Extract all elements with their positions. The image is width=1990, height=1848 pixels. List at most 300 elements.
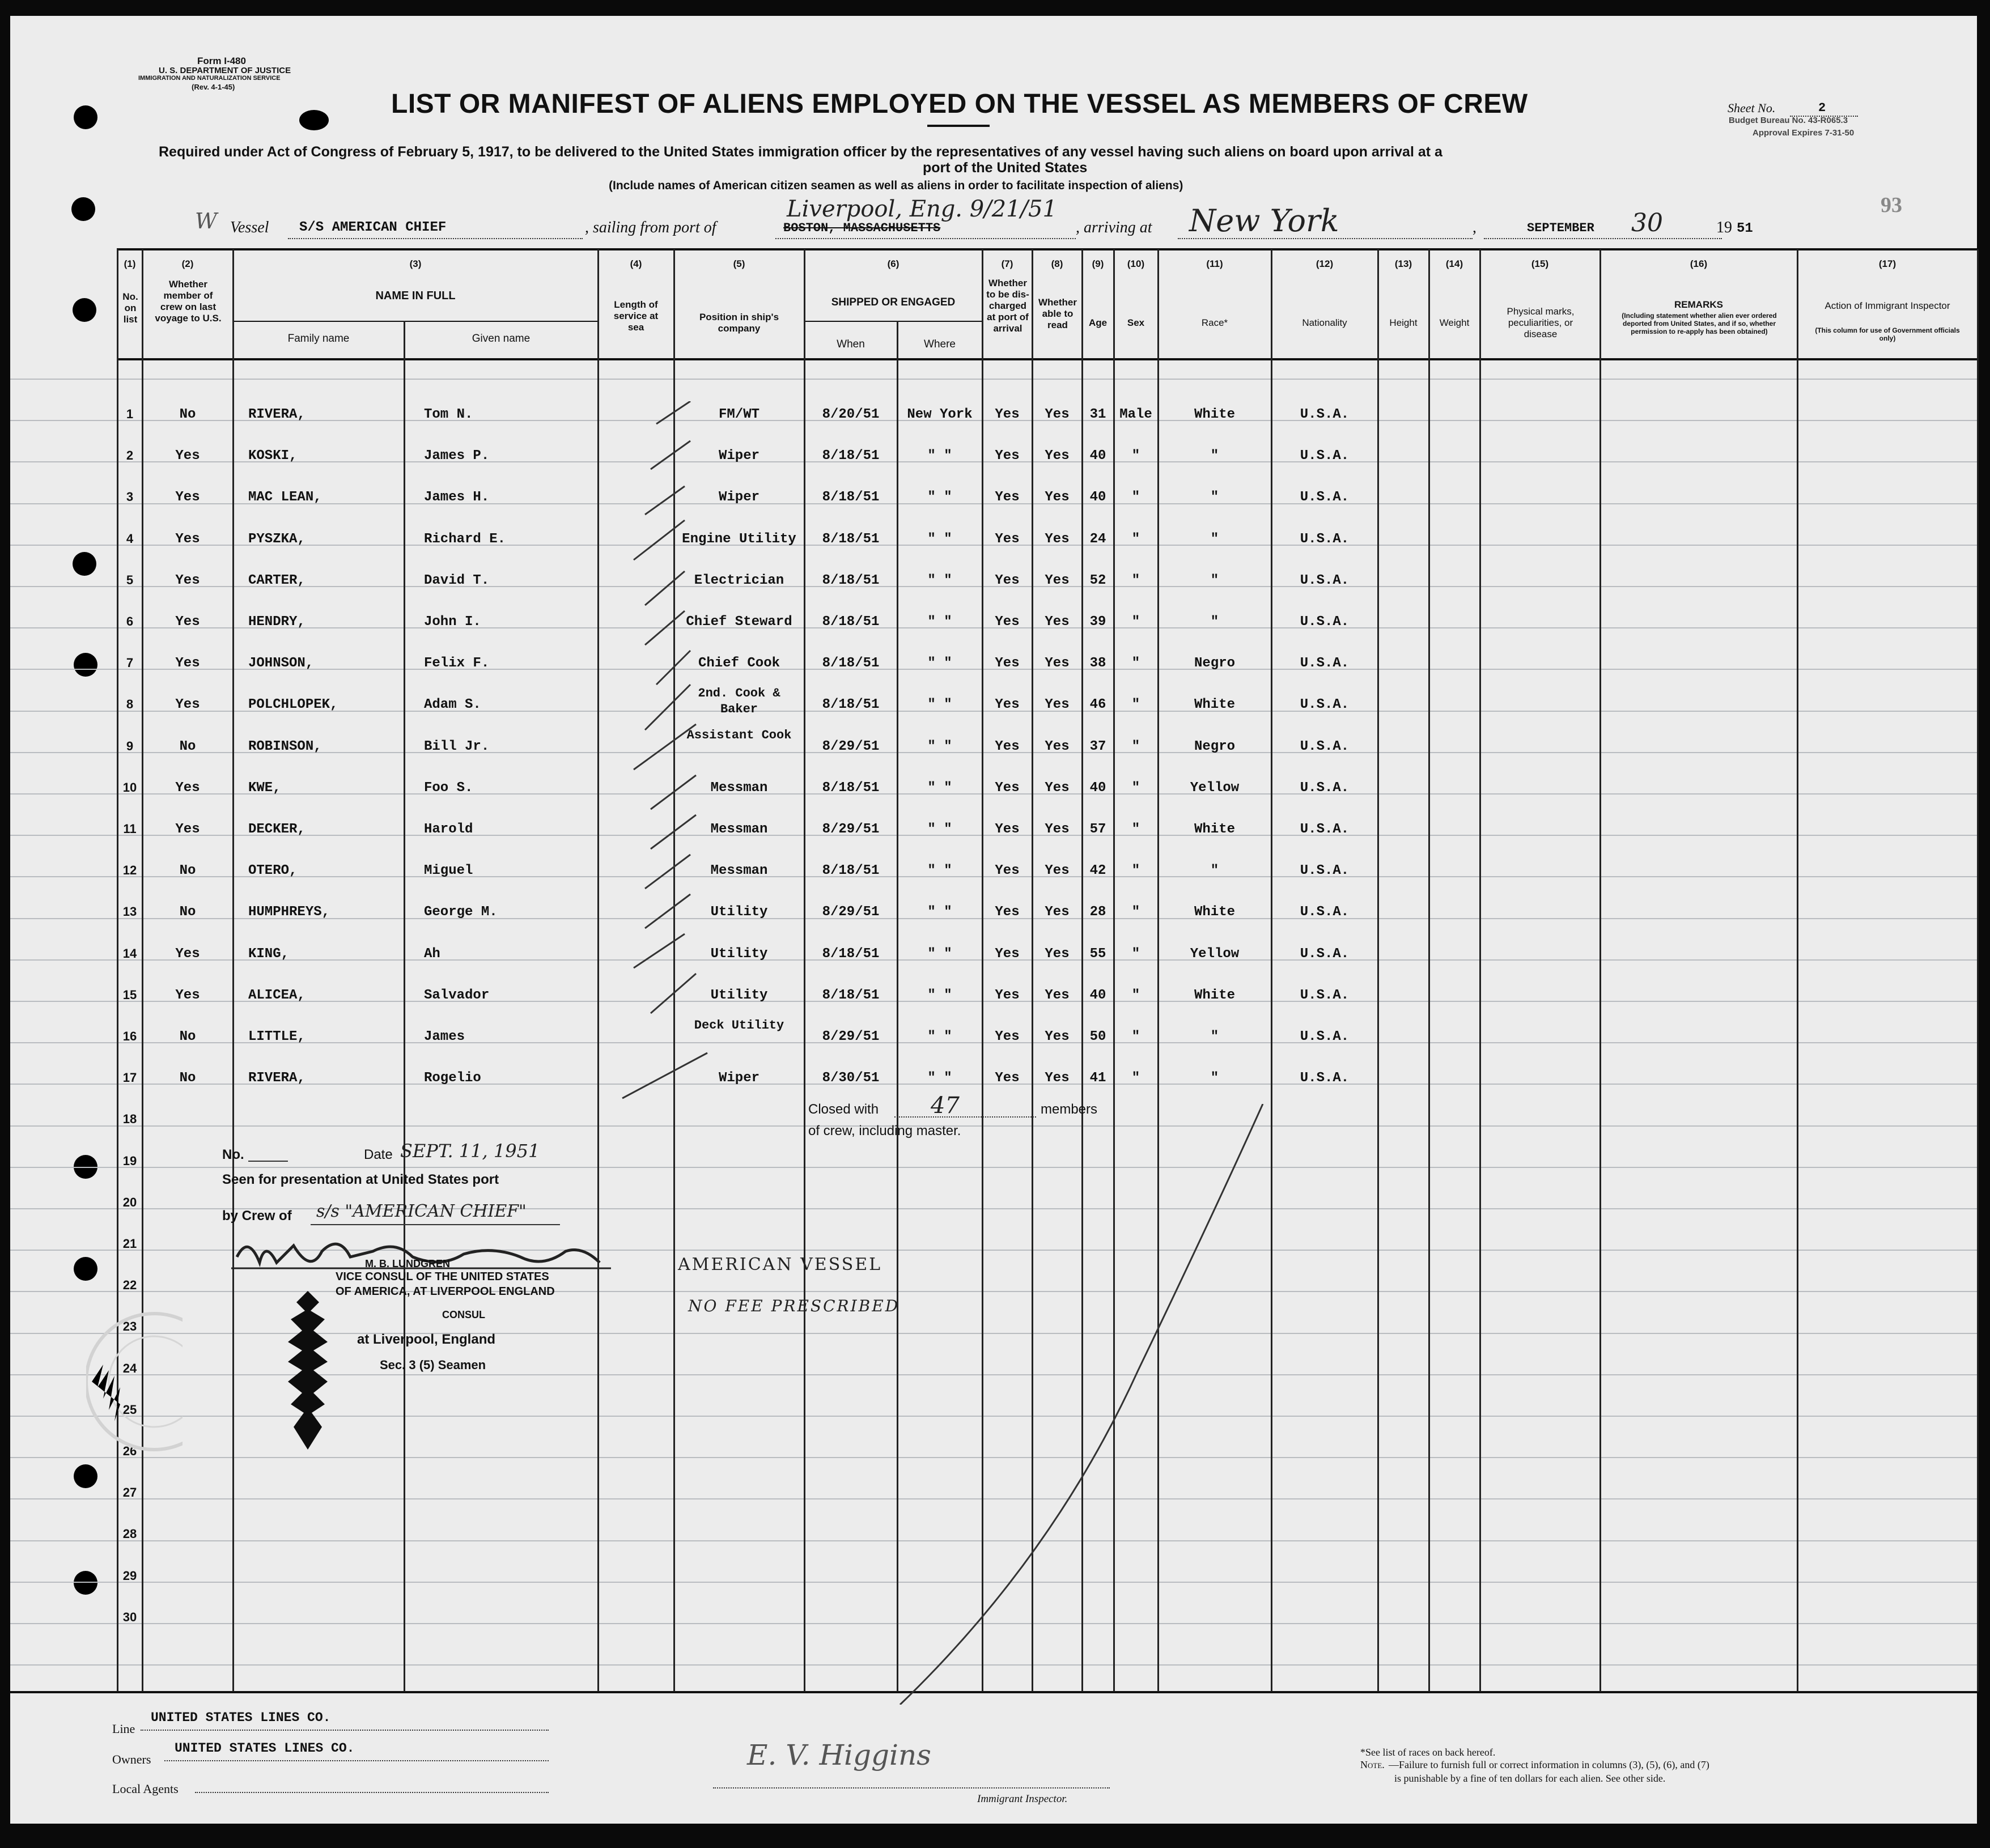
cell-read: Yes (1045, 656, 1070, 672)
closed-with-label: Closed with (808, 1102, 879, 1117)
arriving-underline (1178, 238, 1473, 239)
cell-discharged: Yes (995, 946, 1020, 962)
header-family-name: Family name (287, 333, 350, 345)
cell-no: 30 (122, 1609, 137, 1624)
cell-where: " " (927, 1070, 952, 1086)
header-col15-num: (15) (1531, 258, 1549, 269)
cell-sex: " (1131, 448, 1140, 464)
cell-family: OTERO, (248, 863, 298, 879)
cell-sex: " (1131, 656, 1140, 672)
cell-given: Richard E. (424, 531, 506, 547)
vessel-name: S/S AMERICAN CHIEF (299, 220, 447, 235)
header-when: When (837, 338, 865, 350)
footer-agents-underline (195, 1792, 549, 1793)
header-col10: Sex (1127, 317, 1145, 328)
cell-no: 14 (122, 946, 137, 961)
cell-read: Yes (1045, 822, 1070, 837)
cell-when: 8/18/51 (822, 780, 880, 796)
manifest-page (10, 16, 1977, 1824)
header-col2: Whether member of crew on last voyage to U.S. (155, 279, 222, 324)
gold-seal (277, 1291, 339, 1450)
embossed-seal (86, 1302, 183, 1461)
cell-sex: " (1131, 1070, 1140, 1086)
cell-nationality: U.S.A. (1300, 946, 1350, 962)
col-line (404, 321, 405, 1692)
cell-last: Yes (175, 987, 200, 1003)
cell-no: 27 (122, 1485, 137, 1500)
cell-read: Yes (1045, 738, 1070, 754)
cell-read: Yes (1045, 448, 1070, 464)
cell-sex: " (1131, 987, 1140, 1003)
header-col7-num: (7) (1001, 258, 1013, 269)
when-where-divider (804, 321, 982, 322)
form-department: U. S. DEPARTMENT OF JUSTICE (159, 66, 291, 75)
cell-family: KWE, (248, 780, 281, 796)
col-line (1377, 249, 1379, 1692)
cell-where: " " (927, 904, 952, 920)
cell-no: 19 (122, 1153, 137, 1168)
cell-where: " " (927, 946, 952, 962)
header-col5-num: (5) (733, 258, 745, 269)
cell-discharged: Yes (995, 822, 1020, 837)
arrival-year-printed: 19 (1716, 219, 1732, 236)
header-col8: Whether able to read (1038, 297, 1077, 330)
cell-race: Negro (1194, 738, 1235, 754)
cell-sex: " (1131, 1029, 1140, 1044)
cell-where: " " (927, 448, 952, 464)
title-underline (927, 125, 990, 127)
cell-discharged: Yes (995, 407, 1020, 422)
cell-given: James P. (424, 448, 490, 464)
cell-sex: " (1131, 946, 1140, 962)
cell-where: New York (907, 407, 973, 422)
cell-no: 15 (122, 987, 137, 1002)
subtitle-line3: (Include names of American citizen seamen as well as aliens in order to facilitate inspection of aliens) (609, 179, 1183, 192)
vessel-margin-mark: W (195, 209, 218, 233)
cell-position: Messman (710, 780, 768, 796)
cell-race: White (1194, 407, 1235, 422)
cell-family: JOHNSON, (248, 656, 314, 672)
cell-read: Yes (1045, 1070, 1070, 1086)
service-tick-marks (611, 401, 719, 1115)
sailing-label: , sailing from port of (585, 219, 716, 236)
cell-family: POLCHLOPEK, (248, 697, 338, 713)
punch-hole (74, 1257, 97, 1281)
cell-sex: " (1131, 863, 1140, 879)
cell-family: HUMPHREYS, (248, 904, 330, 920)
no-fee-note: NO FEE PRESCRIBED (688, 1297, 900, 1315)
cell-read: Yes (1045, 946, 1070, 962)
footer-owners-underline (164, 1760, 549, 1761)
cell-given: Adam S. (424, 697, 481, 713)
cell-position: Utility (710, 946, 768, 962)
header-col17-sub: (This column for use of Government officials only) (1815, 326, 1960, 342)
cell-no: 13 (122, 904, 137, 919)
cell-race: White (1194, 904, 1235, 920)
cell-no: 4 (126, 531, 134, 546)
cell-read: Yes (1045, 863, 1070, 879)
header-col4: Length of service at sea (613, 299, 659, 333)
header-col6-num: (6) (887, 258, 899, 269)
cell-no: 22 (122, 1278, 137, 1293)
cell-race: " (1210, 490, 1219, 505)
cell-family: LITTLE, (248, 1029, 305, 1044)
cell-age: 40 (1089, 490, 1106, 505)
ruled-line (10, 379, 1977, 380)
cell-position: Deck Utility (694, 1018, 784, 1033)
cell-no: 23 (122, 1319, 137, 1334)
table-top-border (117, 248, 1977, 250)
col-line (142, 249, 143, 1692)
cell-when: 8/18/51 (822, 572, 880, 588)
cell-age: 40 (1089, 780, 1106, 796)
cell-sex: " (1131, 614, 1140, 630)
header-col9-num: (9) (1092, 258, 1104, 269)
cell-when: 8/18/51 (822, 946, 880, 962)
cell-sex: " (1131, 738, 1140, 754)
cell-last: Yes (175, 946, 200, 962)
cell-last: Yes (175, 448, 200, 464)
cell-when: 8/30/51 (822, 1070, 880, 1086)
approval-date: Approval Expires 7-31-50 (1753, 128, 1855, 138)
cell-age: 31 (1089, 407, 1106, 422)
header-bottom-border (117, 358, 1977, 360)
footer-line-value: UNITED STATES LINES CO. (151, 1710, 331, 1725)
header-col14-num: (14) (1445, 258, 1463, 269)
cell-sex: " (1131, 490, 1140, 505)
cell-last: Yes (175, 697, 200, 713)
cell-no: 3 (126, 490, 134, 504)
cell-position: Wiper (718, 1070, 759, 1086)
cell-discharged: Yes (995, 614, 1020, 630)
consul-place: at Liverpool, England (357, 1332, 496, 1347)
cell-age: 24 (1089, 531, 1106, 547)
family-given-divider (232, 321, 597, 322)
cell-when: 8/18/51 (822, 987, 880, 1003)
col-line (1599, 249, 1601, 1692)
cell-when: 8/18/51 (822, 614, 880, 630)
cell-family: PYSZKA, (248, 531, 305, 547)
cell-race: Yellow (1190, 780, 1240, 796)
cell-read: Yes (1045, 1029, 1070, 1044)
cell-age: 37 (1089, 738, 1106, 754)
cell-family: CARTER, (248, 572, 305, 588)
header-col12: Nationality (1302, 317, 1347, 328)
cell-age: 40 (1089, 987, 1106, 1003)
port-typed: BOSTON, MASSACHUSETTS (783, 221, 941, 235)
consular-crew-label: by Crew of (222, 1208, 292, 1223)
form-revision: (Rev. 4-1-45) (192, 83, 235, 91)
inspector-underline (713, 1787, 1110, 1788)
form-service: IMMIGRATION AND NATURALIZATION SERVICE (138, 75, 281, 82)
cell-discharged: Yes (995, 780, 1020, 796)
header-col1: No. on list (122, 291, 138, 325)
cell-no: 20 (122, 1195, 137, 1209)
punch-hole (74, 105, 97, 129)
header-given-name: Given name (472, 333, 531, 345)
cell-nationality: U.S.A. (1300, 614, 1350, 630)
punch-hole (299, 110, 329, 130)
cell-position: FM/WT (718, 407, 759, 422)
cell-when: 8/18/51 (822, 656, 880, 672)
cell-nationality: U.S.A. (1300, 448, 1350, 464)
cell-family: HENDRY, (248, 614, 305, 630)
consular-no-underline (248, 1161, 288, 1162)
cell-discharged: Yes (995, 697, 1020, 713)
cell-family: ROBINSON, (248, 738, 322, 754)
cell-position: Wiper (718, 490, 759, 505)
arriving-port: New York (1189, 203, 1339, 239)
cell-age: 40 (1089, 448, 1106, 464)
cell-position: Messman (710, 822, 768, 837)
cell-given: Felix F. (424, 656, 490, 672)
footer-owners-label: Owners (112, 1752, 151, 1766)
cell-where: " " (927, 987, 952, 1003)
sheet-number: 2 (1818, 101, 1826, 115)
header-col5: Position in ship's company (699, 312, 779, 334)
cell-given: David T. (424, 572, 490, 588)
cell-discharged: Yes (995, 863, 1020, 879)
cell-age: 39 (1089, 614, 1106, 630)
col-line (1977, 249, 1979, 1692)
col-line (597, 249, 599, 1692)
cell-discharged: Yes (995, 987, 1020, 1003)
cell-last: Yes (175, 614, 200, 630)
sheet-label: Sheet No. (1728, 101, 1776, 115)
cell-family: RIVERA, (248, 1070, 305, 1086)
cell-no: 29 (122, 1568, 137, 1583)
cell-nationality: U.S.A. (1300, 572, 1350, 588)
cell-no: 7 (126, 656, 134, 670)
cell-last: No (179, 1070, 196, 1086)
header-col9: Age (1088, 317, 1108, 328)
cell-discharged: Yes (995, 572, 1020, 588)
cell-family: KOSKI, (248, 448, 298, 464)
cell-race: " (1210, 572, 1219, 588)
col-line (804, 249, 805, 1692)
cell-last: No (179, 407, 196, 422)
cell-nationality: U.S.A. (1300, 780, 1350, 796)
cell-no: 26 (122, 1444, 137, 1458)
races-note: *See list of races on back hereof. (1360, 1747, 1496, 1758)
cell-read: Yes (1045, 490, 1070, 505)
cell-discharged: Yes (995, 904, 1020, 920)
header-col2-num: (2) (181, 258, 194, 269)
col-line (1479, 249, 1481, 1692)
cell-no: 6 (126, 614, 134, 628)
cell-age: 46 (1089, 697, 1106, 713)
cell-family: RIVERA, (248, 407, 305, 422)
cell-when: 8/18/51 (822, 863, 880, 879)
cell-age: 41 (1089, 1070, 1106, 1086)
header-col1-num: (1) (124, 258, 136, 269)
arrival-year-typed: 51 (1737, 221, 1753, 236)
cell-no: 5 (126, 572, 134, 587)
cell-sex: Male (1119, 407, 1152, 422)
cell-when: 8/29/51 (822, 1029, 880, 1044)
closed-members: members (1041, 1102, 1098, 1117)
header-col16-num: (16) (1690, 258, 1708, 269)
cell-race: " (1210, 531, 1219, 547)
cell-discharged: Yes (995, 448, 1020, 464)
cell-age: 50 (1089, 1029, 1106, 1044)
port-underline (775, 238, 1076, 239)
cell-no: 21 (122, 1237, 137, 1251)
cell-given: Bill Jr. (424, 738, 490, 754)
cell-where: " " (927, 490, 952, 505)
cell-no: 25 (122, 1402, 137, 1417)
cell-position: Utility (710, 987, 768, 1003)
cell-age: 28 (1089, 904, 1106, 920)
consular-seen-line: Seen for presentation at United States port (222, 1172, 499, 1187)
cell-race: White (1194, 822, 1235, 837)
punch-hole (74, 1571, 97, 1595)
cell-race: " (1210, 1070, 1219, 1086)
punch-hole (71, 197, 95, 221)
cell-when: 8/18/51 (822, 697, 880, 713)
consular-date: SEPT. 11, 1951 (400, 1140, 540, 1162)
cell-family: KING, (248, 946, 290, 962)
consul-name: M. B. LUNDGREN (365, 1258, 450, 1269)
cell-given: John I. (424, 614, 481, 630)
cell-last: Yes (175, 656, 200, 672)
cell-sex: " (1131, 531, 1140, 547)
cell-no: 11 (123, 822, 137, 836)
cell-race: Yellow (1190, 946, 1240, 962)
cell-where: " " (927, 697, 952, 713)
arriving-label: , arriving at (1076, 219, 1152, 236)
header-col14: Weight (1439, 317, 1470, 328)
cell-sex: " (1131, 822, 1140, 837)
header-where: Where (924, 338, 956, 350)
cell-discharged: Yes (995, 1070, 1020, 1086)
cell-nationality: U.S.A. (1300, 1029, 1350, 1044)
cell-race: " (1210, 1029, 1219, 1044)
cell-last: No (179, 904, 196, 920)
footer-line-label: Line (112, 1722, 135, 1736)
closed-line2: of crew, including master. (808, 1123, 961, 1138)
vessel-label: Vessel (230, 219, 269, 236)
cell-sex: " (1131, 904, 1140, 920)
subtitle-line2: port of the United States (923, 160, 1088, 176)
punch-hole (74, 1464, 97, 1488)
cell-no: 9 (126, 738, 134, 753)
cell-given: Foo S. (424, 780, 473, 796)
cell-discharged: Yes (995, 1029, 1020, 1044)
cell-given: Tom N. (424, 407, 473, 422)
arrival-month: SEPTEMBER (1527, 221, 1594, 235)
col-line (232, 249, 234, 1692)
cell-race: White (1194, 697, 1235, 713)
cell-nationality: U.S.A. (1300, 697, 1350, 713)
cell-when: 8/18/51 (822, 490, 880, 505)
form-number: Form I-480 (197, 56, 246, 66)
header-col11: Race* (1201, 317, 1228, 328)
cancellation-line (894, 1104, 1291, 1705)
cell-discharged: Yes (995, 490, 1020, 505)
cell-where: " " (927, 614, 952, 630)
cell-position: Engine Utility (682, 531, 796, 547)
header-col3: NAME IN FULL (375, 290, 456, 302)
col-line (117, 249, 118, 1692)
header-col11-num: (11) (1206, 258, 1223, 269)
cell-nationality: U.S.A. (1300, 531, 1350, 547)
consular-no-label: No. (222, 1147, 244, 1162)
cell-given: James (424, 1029, 465, 1044)
note-text2: is punishable by a fine of ten dollars for each alien. See other side. (1394, 1773, 1666, 1784)
cell-discharged: Yes (995, 738, 1020, 754)
cell-last: Yes (175, 780, 200, 796)
cell-where: " " (927, 531, 952, 547)
cell-where: " " (927, 656, 952, 672)
cell-no: 18 (122, 1112, 137, 1127)
consular-crew-vessel: s/s "AMERICAN CHIEF" (316, 1201, 527, 1221)
cell-where: " " (927, 780, 952, 796)
consul-consul: CONSUL (442, 1309, 485, 1320)
cell-position: Assistant Cook (686, 728, 792, 742)
cell-nationality: U.S.A. (1300, 863, 1350, 879)
cell-where: " " (927, 572, 952, 588)
cell-last: No (179, 863, 196, 879)
cell-nationality: U.S.A. (1300, 904, 1350, 920)
cell-position: Chief Cook (698, 656, 780, 672)
vessel-underline (288, 238, 583, 239)
inspector-signature: E. V. Higgins (747, 1739, 931, 1771)
cell-discharged: Yes (995, 656, 1020, 672)
cell-where: " " (927, 863, 952, 879)
cell-last: Yes (175, 572, 200, 588)
cell-when: 8/18/51 (822, 448, 880, 464)
comma: , (1473, 219, 1476, 236)
cell-when: 8/18/51 (822, 531, 880, 547)
cell-where: " " (927, 1029, 952, 1044)
header-col12-num: (12) (1316, 258, 1334, 269)
header-col7: Whether to be dis-charged at port of arrival (986, 278, 1029, 334)
cell-given: Miguel (424, 863, 473, 879)
cell-read: Yes (1045, 904, 1070, 920)
footer-line-underline (141, 1730, 549, 1731)
cell-position: Electrician (694, 572, 784, 588)
col-line (1428, 249, 1430, 1692)
cell-given: Salvador (424, 987, 490, 1003)
subtitle-line1: Required under Act of Congress of February 5, 1917, to be delivered to the United States immigration officer by the representatives of any vessel having such aliens on board upon arrival at a (159, 144, 1442, 160)
footer-owners-value: UNITED STATES LINES CO. (175, 1741, 355, 1756)
cell-family: ALICEA, (248, 987, 305, 1003)
cell-when: 8/20/51 (822, 407, 880, 422)
cell-race: White (1194, 987, 1235, 1003)
cell-nationality: U.S.A. (1300, 822, 1350, 837)
cell-no: 17 (122, 1070, 137, 1085)
cell-sex: " (1131, 780, 1140, 796)
cell-when: 8/29/51 (822, 822, 880, 837)
cell-given: James H. (424, 490, 490, 505)
header-col17: Action of Immigrant Inspector (1824, 300, 1950, 311)
cell-nationality: U.S.A. (1300, 1070, 1350, 1086)
header-col16: REMARKS (1674, 299, 1723, 310)
cell-last: Yes (175, 531, 200, 547)
cell-last: Yes (175, 490, 200, 505)
cell-read: Yes (1045, 572, 1070, 588)
cell-age: 55 (1089, 946, 1106, 962)
cell-age: 38 (1089, 656, 1106, 672)
cell-no: 8 (126, 697, 134, 712)
page-number: 93 (1881, 193, 1902, 217)
cell-race: " (1210, 863, 1219, 879)
cell-no: 24 (122, 1361, 137, 1375)
consul-section: Sec. 3 (5) Seamen (380, 1358, 486, 1372)
cell-where: " " (927, 822, 952, 837)
american-vessel-note: AMERICAN VESSEL (678, 1255, 882, 1275)
